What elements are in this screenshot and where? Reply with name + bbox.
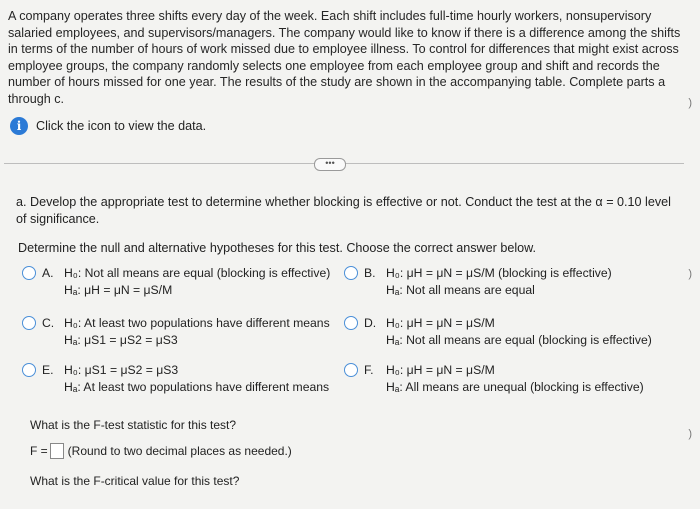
option-f[interactable] [344, 362, 674, 398]
option-hypothesis-null: H₀: μH = μN = μS/M [386, 363, 495, 377]
edge-mark: ) [688, 268, 692, 280]
option-hypothesis-null: H₀: At least two populations have different means [64, 316, 330, 330]
option-letter: F. [364, 363, 374, 377]
option-hypothesis-alt: Hₐ: At least two populations have different means [64, 380, 330, 394]
option-hypothesis-alt: Hₐ: μH = μN = μS/M [64, 283, 173, 297]
option-e[interactable] [22, 362, 342, 398]
option-hypothesis-alt: Hₐ: All means are unequal (blocking is effective) [386, 380, 644, 394]
problem-statement: A company operates three shifts every day of the week. Each shift includes full-time hourly workers, nonsupervisory salaried employees, and supervisors/managers. The company would like to know if there is a difference among the shifts in terms of the number of hours of work missed due to employee illness. To control for differences that might exist across employee groups, the company randomly selects one employee from each employee group and shift and records the number of hours missed for one year. The results of the study are shown in the accompanying table. Complete parts a through c. [8, 9, 681, 106]
option-hypothesis-null: H₀: μH = μN = μS/M [386, 316, 495, 330]
f-statistic-question: What is the F-test statistic for this test? [30, 418, 237, 432]
option-a[interactable] [22, 265, 342, 301]
radio-e[interactable] [22, 363, 36, 377]
option-b[interactable] [344, 265, 674, 301]
f-label: F = [30, 444, 48, 458]
option-c[interactable] [22, 315, 342, 351]
option-letter: B. [364, 266, 376, 280]
part-a-prompt: a. Develop the appropriate test to determine whether blocking is effective or not. Conduct the test at the α = 0.10 level of significance. [16, 195, 671, 226]
radio-c[interactable] [22, 316, 36, 330]
view-data-link[interactable] [10, 117, 206, 135]
f-critical-question: What is the F-critical value for this test? [30, 474, 240, 488]
option-hypothesis-alt: Hₐ: Not all means are equal (blocking is effective) [386, 333, 652, 347]
radio-f[interactable] [344, 363, 358, 377]
option-letter: A. [42, 266, 54, 280]
radio-d[interactable] [344, 316, 358, 330]
option-letter: C. [42, 316, 55, 330]
option-hypothesis-null: H₀: Not all means are equal (blocking is effective) [64, 266, 331, 280]
f-statistic-answer-row [30, 443, 292, 459]
view-data-label: Click the icon to view the data. [36, 119, 207, 133]
option-hypothesis-alt: Hₐ: Not all means are equal [386, 283, 535, 297]
option-hypothesis-alt: Hₐ: μS1 = μS2 = μS3 [64, 333, 178, 347]
option-hypothesis-null: H₀: μH = μN = μS/M (blocking is effective) [386, 266, 612, 280]
rounding-hint: (Round to two decimal places as needed.) [67, 444, 292, 458]
instruction-text: Determine the null and alternative hypotheses for this test. Choose the correct answer below. [18, 241, 537, 255]
f-statistic-input[interactable] [50, 443, 64, 459]
radio-a[interactable] [22, 266, 36, 280]
edge-mark: ) [688, 97, 692, 109]
option-d[interactable] [344, 315, 674, 351]
edge-mark: ) [688, 428, 692, 440]
info-icon[interactable]: i [10, 117, 28, 135]
radio-b[interactable] [344, 266, 358, 280]
option-hypothesis-null: H₀: μS1 = μS2 = μS3 [64, 363, 179, 377]
option-letter: E. [42, 363, 54, 377]
option-letter: D. [364, 316, 377, 330]
expand-more-button[interactable]: ••• [314, 158, 346, 171]
